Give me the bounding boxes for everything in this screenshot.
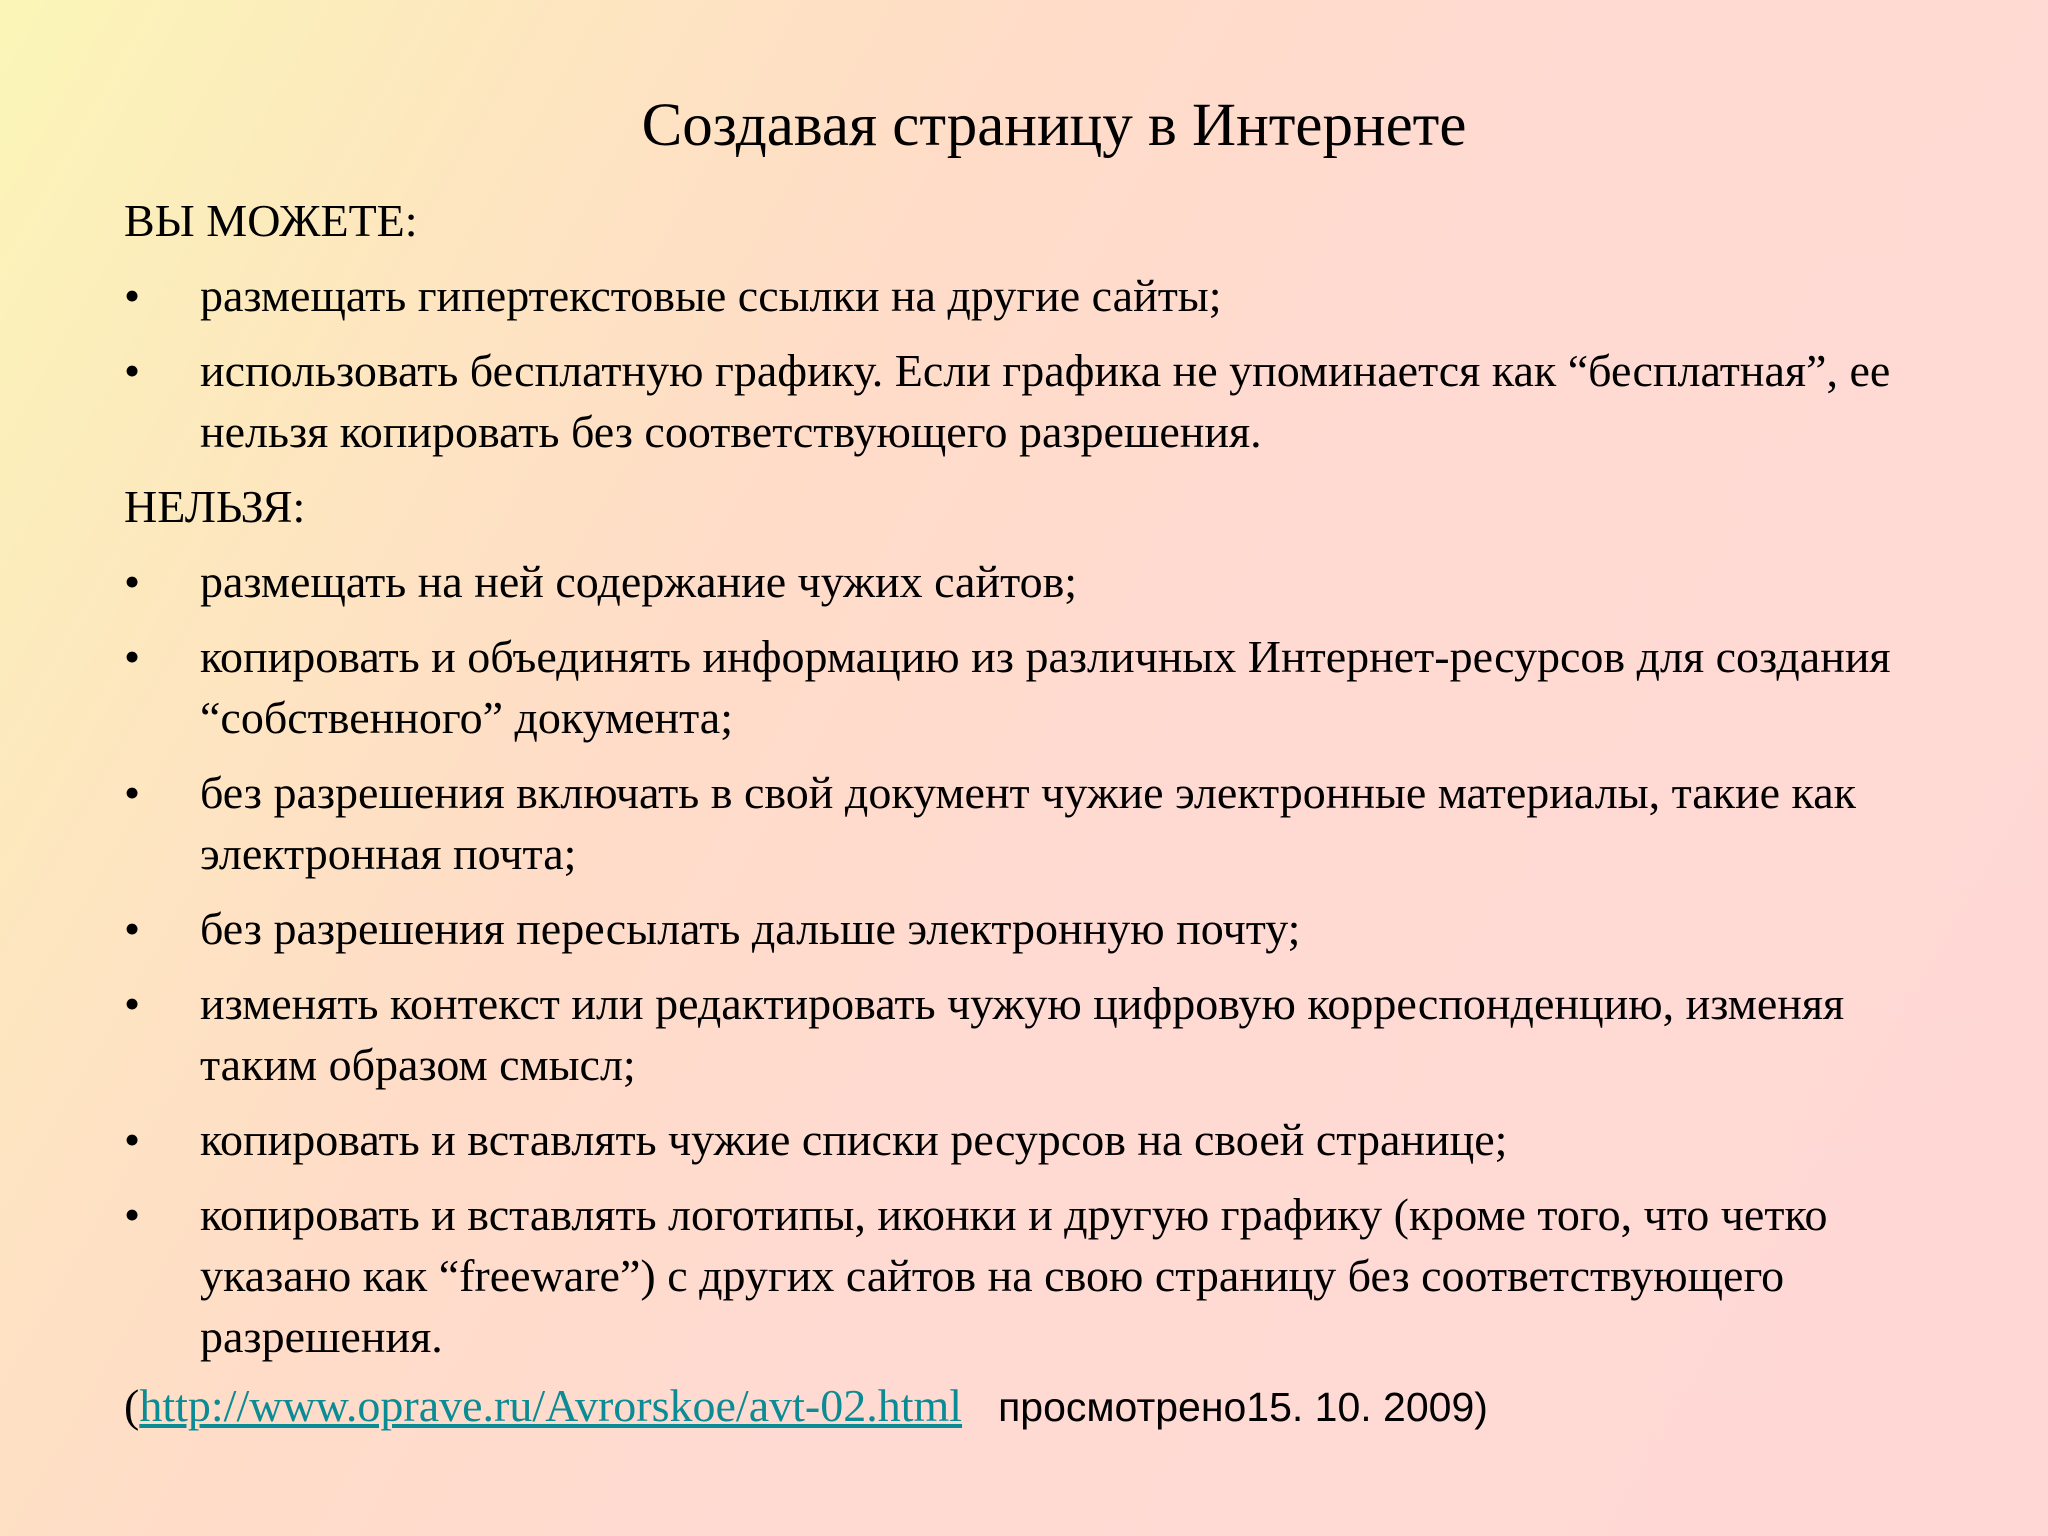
bullet-icon: • (124, 556, 141, 607)
bullet-icon: • (124, 345, 141, 396)
list-item (124, 762, 1954, 884)
list-item-text: копировать и вставлять чужие списки ресурсов на своей странице; (200, 1114, 1508, 1165)
bullet-icon: • (124, 767, 141, 818)
list-item-text: размещать на ней содержание чужих сайтов; (200, 556, 1078, 607)
list-item-text: копировать и объединять информацию из различных Интернет-ресурсов для создания “собственного” документа; (200, 631, 1891, 743)
slide-body (124, 190, 1954, 1438)
list-item (124, 551, 1954, 612)
list-item-text: без разрешения включать в свой документ чужие электронные материалы, такие как электронная почта; (200, 767, 1856, 879)
cannot-list (124, 551, 1954, 1367)
list-item (124, 1109, 1954, 1170)
cannot-heading: НЕЛЬЗЯ: (124, 481, 306, 532)
list-item (124, 265, 1954, 326)
bullet-icon: • (124, 1189, 141, 1240)
source-link[interactable]: http://www.oprave.ru/Avrorskoe/avt-02.html (139, 1380, 963, 1431)
list-item-text: размещать гипертекстовые ссылки на другие сайты; (200, 270, 1222, 321)
bullet-icon: • (124, 270, 141, 321)
bullet-icon: • (124, 1114, 141, 1165)
list-item (124, 626, 1954, 748)
list-item (124, 340, 1954, 462)
source-open-paren: ( (124, 1380, 140, 1431)
bullet-icon: • (124, 631, 141, 682)
list-item-text: копировать и вставлять логотипы, иконки и другую графику (кроме того, что четко указано как “freeware”) с других сайтов на свою страницу без соответствующего разрешения. (200, 1189, 1828, 1362)
source-citation (124, 1375, 1954, 1438)
list-item-text: изменять контекст или редактировать чужую цифровую корреспонденцию, изменяя таким образом смысл; (200, 978, 1845, 1090)
can-list (124, 265, 1954, 462)
slide-title: Создавая страницу в Интернете (641, 92, 1467, 159)
can-heading: ВЫ МОЖЕТЕ: (124, 195, 418, 246)
list-item-text: использовать бесплатную графику. Если графика не упоминается как “бесплатная”, ее нельзя копировать без соответствующего разрешения. (200, 345, 1891, 457)
list-item (124, 898, 1954, 959)
list-item-text: без разрешения пересылать дальше электронную почту; (200, 903, 1301, 954)
list-item (124, 1184, 1954, 1367)
list-item (124, 973, 1954, 1095)
bullet-icon: • (124, 978, 141, 1029)
bullet-icon: • (124, 903, 141, 954)
viewed-date: просмотрено15. 10. 2009) (998, 1384, 1488, 1430)
